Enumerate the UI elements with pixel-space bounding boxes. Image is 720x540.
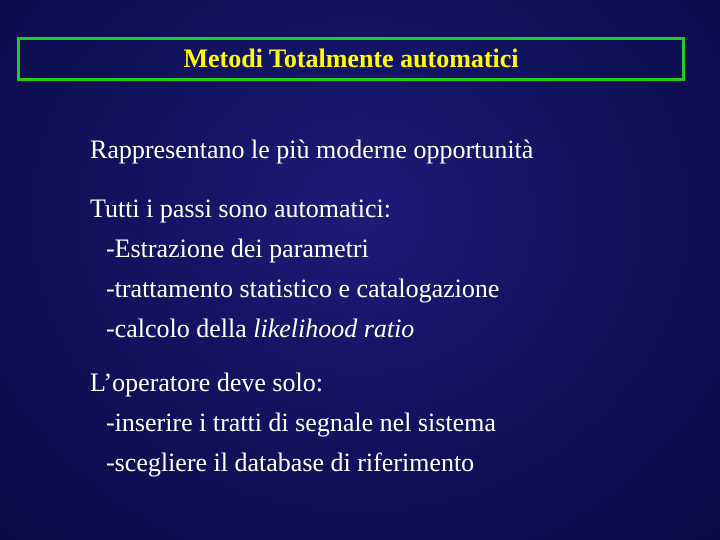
point-2-item-3-prefix: -calcolo della: [106, 314, 254, 343]
slide-title: Metodi Totalmente automatici: [183, 44, 519, 73]
point-3-heading: L’operatore deve solo:: [90, 368, 323, 397]
point-2-item-3-italic: likelihood ratio: [253, 314, 415, 343]
point-3-item-2: -scegliere il database di riferimento: [106, 448, 475, 477]
point-1: Rappresentano le più moderne opportunità: [90, 135, 534, 164]
point-3-item-1: -inserire i tratti di segnale nel sistema: [106, 408, 496, 437]
point-2-item-1: -Estrazione dei parametri: [106, 234, 369, 263]
slide-body: [90, 130, 700, 483]
title-box: [17, 37, 685, 81]
point-2-item-2: -trattamento statistico e catalogazione: [106, 274, 500, 303]
point-2-heading: Tutti i passi sono automatici:: [90, 194, 391, 223]
point-2-item-3: [90, 309, 700, 349]
